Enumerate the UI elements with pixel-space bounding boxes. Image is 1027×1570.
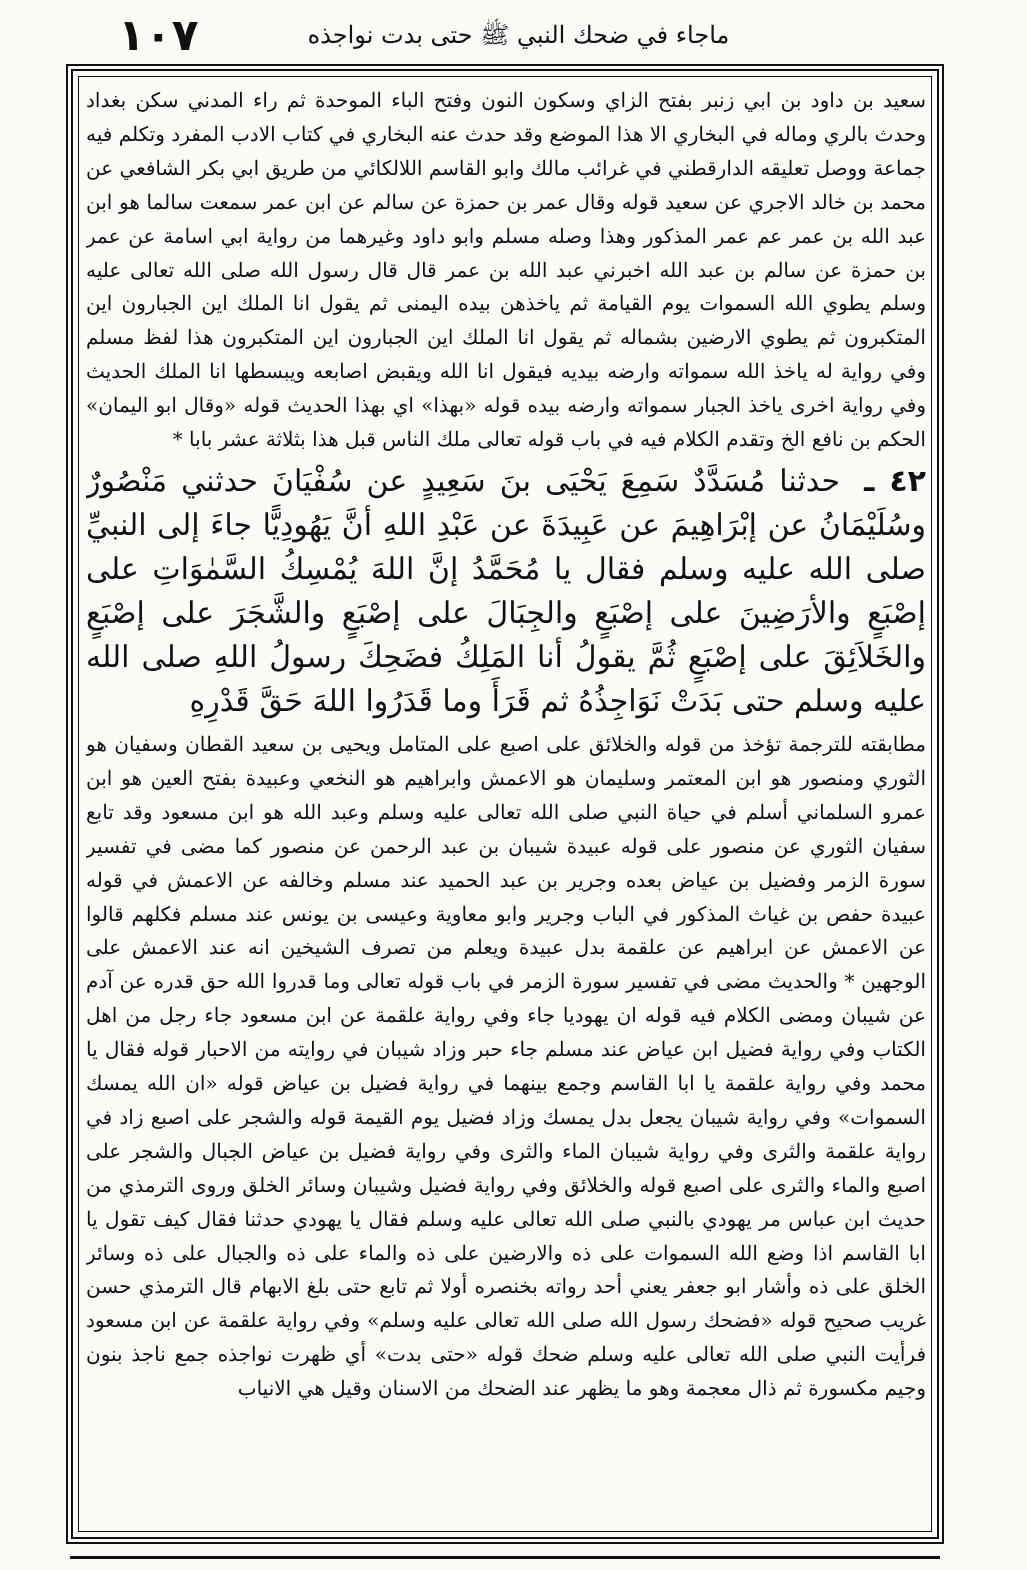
page-number: ١٠٧ <box>118 10 199 61</box>
hadith-number: ٤٢ ـ <box>864 463 926 499</box>
running-head: ماجاء في ضحك النبي ﷺ حتى بدت نواجذه <box>307 21 730 49</box>
commentary-bottom: مطابقته للترجمة تؤخذ من قوله والخلائق على اصبع على المتامل ويحيى بن سعيد القطان وسفيان هو الثوري ومنصور هو ابن المعتمر وسليمان هو الاعمش وابراهيم هو النخعي وعبيدة بفتح العين هو ابن عمرو السلماني أسلم في حياة النبي صلى الله تعالى عليه وسلم وعبد الله هو ابن مسعود وقد تابع سفيان الثوري عن منصور على قوله عبيدة شيبان بن عبد الرحمن عن منصور كما مضى في تفسير سورة الزمر وفضيل بن عياض بعده وجرير بن عبد الحميد عند مسلم وخالفه عن الاعمش في قوله عبيدة حفص بن غياث المذكور في الباب وجرير وابو معاوية وعيسى بن يونس عند مسلم فكلهم قالوا عن الاعمش عن ابراهيم عن علقمة بدل عبيدة ويعلم من تصرف الشيخين انه عند الاعمش على الوجهين * والحديث مضى في تفسير سورة الزمر في باب قوله تعالى وما قدروا الله حق قدره عن آدم عن شيبان ومضى الكلام فيه قوله ان يهوديا جاء وفي رواية علقمة عن ابن مسعود جاء رجل من اهل الكتاب وفي رواية فضيل ابن عياض عند مسلم جاء حبر وزاد شيبان في روايته من الاحبار قوله فقال يا محمد وفي رواية علقمة يا ابا القاسم وجمع بينهما في رواية فضيل بن عياض قوله «ان الله يمسك السموات» وفي رواية شيبان يجعل بدل يمسك وزاد فضيل يوم القيمة قوله والشجر على اصبع زاد في رواية علقمة والثرى وفي رواية شيبان الماء والثرى وفي رواية فضيل بن عياض الجبال والشجر على اصبع والماء والثرى على اصبع قوله والخلائق وفي رواية فضيل وشيبان وسائر الخلق وروى الترمذي من حديث ابن عباس مر يهودي بالنبي صلى الله تعالى عليه وسلم فقال يا يهودي حدثنا فقال كيف تقول يا ابا القاسم اذا وضع الله السموات على ذه والارضين على ذه والماء على ذه والجبال على ذه وسائر الخلق على ذه وأشار ابو جعفر يعني أحد رواته بخنصره أولا ثم تابع حتى بلغ الابهام قال الترمذي حسن غريب صحيح قوله «فضحك رسول الله صلى الله تعالى عليه وسلم» وفي رواية علقمة عن ابن مسعود فرأيت النبي صلى الله تعالى عليه وسلم ضحك قوله «حتى بدت» أي ظهرت نواجذه جمع ناجذ بنون وجيم مكسورة ثم ذال معجمة وهو ما يظهر عند الضحك من الاسنان وقيل هي الانياب <box>86 731 926 1401</box>
hadith-block <box>86 460 926 724</box>
bottom-rule <box>70 1556 940 1559</box>
page-content <box>86 84 926 1520</box>
commentary-top: سعيد بن داود بن ابي زنبر بفتح الزاي وسكون النون وفتح الباء الموحدة ثم راء المدني سكن بغداد وحدث بالري وماله في البخاري الا هذا الموضع وقد حدث عنه البخاري في كتاب الادب المفرد وتكلم فيه جماعة ووصل تعليقه الدارقطني في غرائب مالك وابو القاسم اللالكائي من طريق ابي بكر الشافعي عن محمد بن خالد الاجري عن سعيد قوله وقال عمر بن حمزة عن سالم عن ابن عمر سمعت سالما هو ابن عبد الله بن عمر عم عمر المذكور وهذا وصله مسلم وابو داود وغيرهما من رواية ابي اسامة عن عمر بن حمزة عن سالم بن عبد الله اخبرني عبد الله بن عمر قال قال رسول الله صلى الله تعالى عليه وسلم يطوي الله السموات يوم القيامة ثم ياخذهن بيده اليمنى ثم يقول انا الملك اين الجبارون اين المتكبرون ثم يطوي الارضين بشماله ثم يقول انا الملك اين الجبارون اين المتكبرون هذا لفظ مسلم وفي رواية له ياخذ الله سمواته وارضه بيديه فيقول انا الله ويقبض اصابعه ويبسطها انا الملك الحديث وفي رواية اخرى ياخذ الجبار سمواته وارضه بيده قوله «بهذا» اي بهذا الحديث قوله «وقال ابو اليمان» الحكم بن نافع الخ وتقدم الكلام فيه في باب قوله تعالى ملك الناس قبل هذا بثلاثة عشر بابا * <box>86 88 926 452</box>
hadith-text: حدثنا مُسَدَّدٌ سَمِعَ يَحْيَى بنَ سَعِيدٍ عن سُفْيَانَ حدثني مَنْصُورٌ وسُلَيْمَانُ عن إبْرَاهِيمَ عن عَبِيدَةَ عن عَبْدِ اللهِ أنَّ يَهُودِيًّا جاءَ إلى النبيِّ صلى الله عليه وسلم فقال يا مُحَمَّدُ إنَّ اللهَ يُمْسِكُ السَّمٰوَاتِ على إصْبَعٍ والأرَضِينَ على إصْبَعٍ والجِبَالَ على إصْبَعٍ والشَّجَرَ على إصْبَعٍ والخَلاَئِقَ على إصْبَعٍ ثُمَّ يقولُ أنا المَلِكُ فضَحِكَ رسولُ اللهِ صلى الله عليه وسلم حتى بَدَتْ نَوَاجِذُهُ ثم قَرَأَ وما قَدَرُوا اللهَ حَقَّ قَدْرِهِ <box>86 463 926 719</box>
